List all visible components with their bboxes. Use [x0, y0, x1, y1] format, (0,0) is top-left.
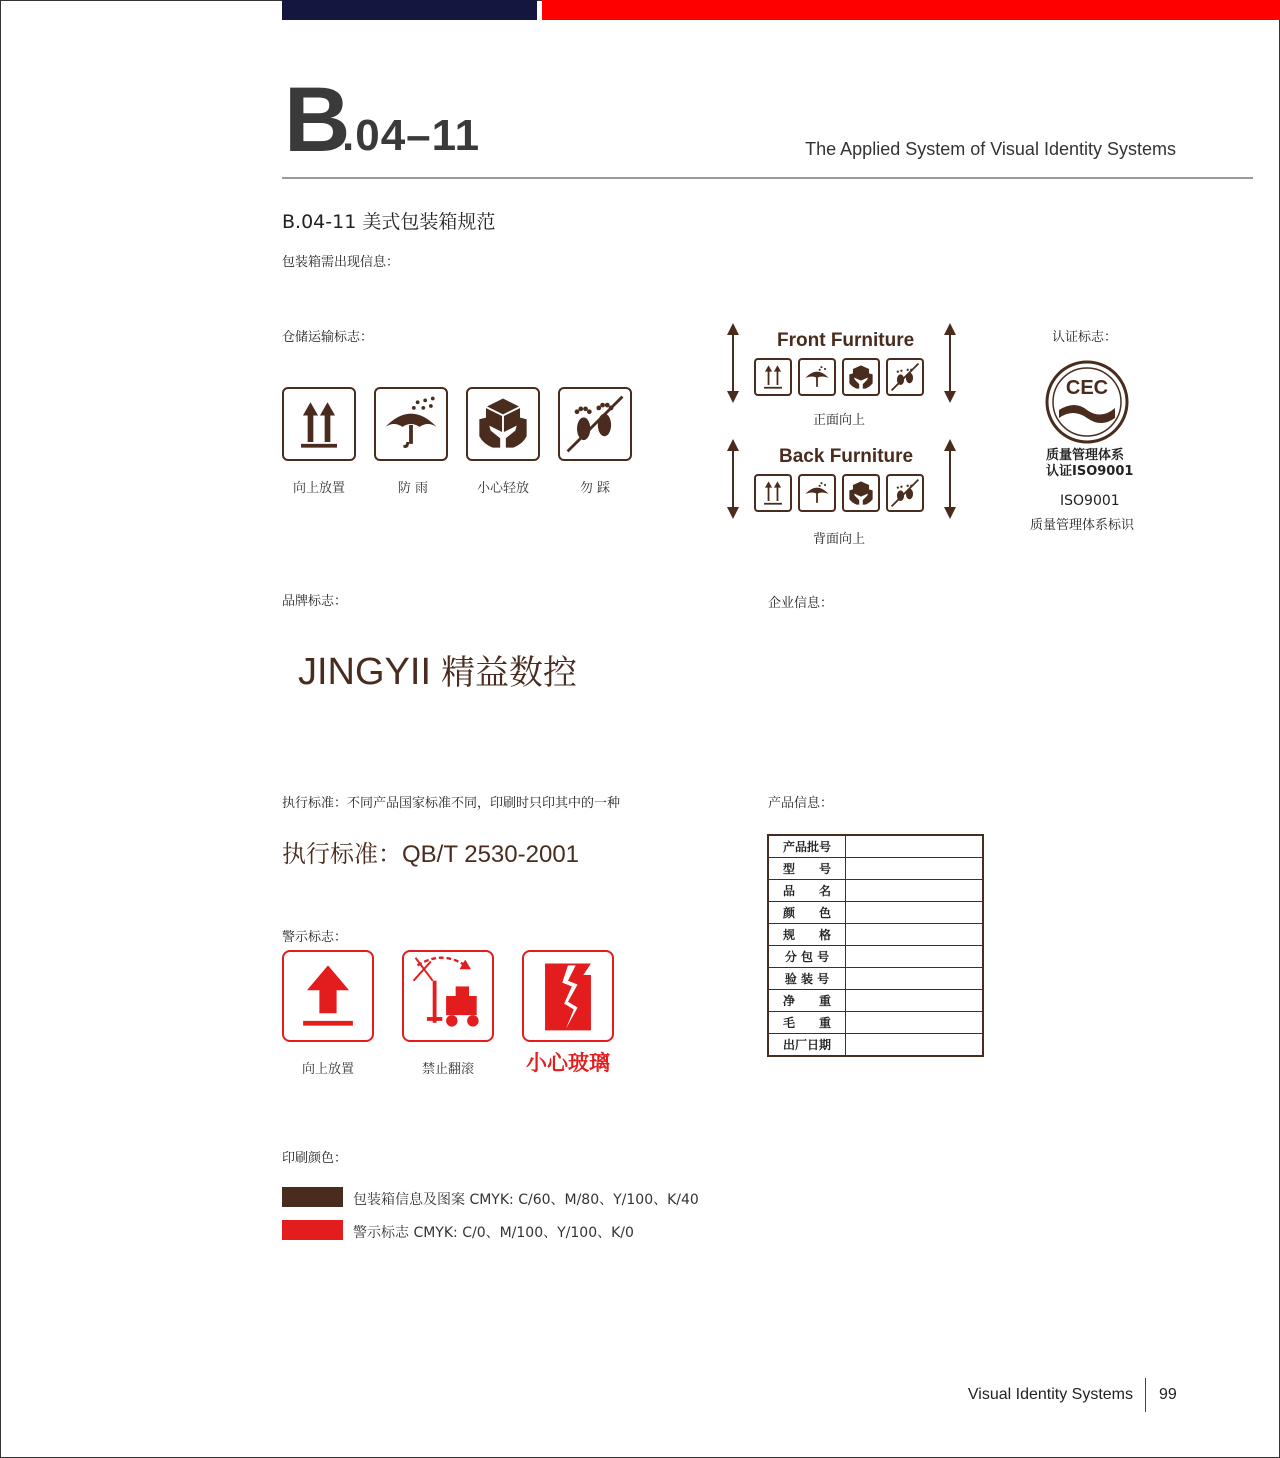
standard-value — [282, 834, 579, 869]
storage-caption-1: 向上放置 — [292, 481, 345, 496]
color-swatch-brown — [282, 1187, 343, 1207]
back-caption: 背面向上 — [813, 532, 866, 547]
up-arrow-icon — [282, 950, 374, 1042]
storage-label: 仓储运输标志： — [282, 330, 374, 345]
this-way-up-icon — [754, 358, 792, 396]
row-value — [846, 902, 984, 924]
cec-logo-text: CEC — [1065, 377, 1109, 399]
cec-cert-logo — [1045, 360, 1129, 444]
row-value — [846, 880, 984, 902]
header-divider — [282, 177, 1253, 179]
this-way-up-icon — [282, 387, 356, 461]
storage-caption-4: 勿 踩 — [579, 481, 611, 496]
standard-prefix: 执行标准： — [282, 840, 402, 868]
keep-dry-icon — [798, 358, 836, 396]
brand-label: 品牌标志： — [282, 594, 348, 609]
this-way-up-icon — [754, 474, 792, 512]
intro-label: 包装箱需出现信息： — [282, 255, 400, 270]
do-not-step-icon — [558, 387, 632, 461]
section-code-minor: .04–11 — [342, 111, 481, 160]
table-row — [768, 1012, 983, 1034]
do-not-step-icon — [886, 474, 924, 512]
back-left-arrow-icon — [726, 439, 740, 519]
row-value — [846, 968, 984, 990]
page-number: 99 — [1159, 1386, 1177, 1403]
back-right-arrow-icon — [943, 439, 957, 519]
warning-caption-2: 禁止翻滚 — [421, 1062, 474, 1077]
keep-dry-icon — [374, 387, 448, 461]
table-row — [768, 968, 983, 990]
row-key: 毛 重 — [768, 1012, 846, 1034]
storage-caption-2: 防 雨 — [397, 481, 429, 496]
do-not-step-icon — [886, 358, 924, 396]
table-row — [768, 880, 983, 902]
handle-with-care-icon — [842, 474, 880, 512]
cert-logo-line1: 质量管理体系 — [1046, 448, 1125, 463]
page-title: B.04-11 美式包装箱规范 — [282, 211, 496, 233]
brand-logo-cn: 精益数控 — [441, 653, 578, 693]
footer-divider — [1145, 1378, 1146, 1412]
keep-dry-icon — [798, 474, 836, 512]
row-value — [846, 990, 984, 1012]
front-furniture-title: Front Furniture — [777, 330, 915, 351]
header-subtitle: The Applied System of Visual Identity Systems — [805, 139, 1176, 159]
row-value — [846, 946, 984, 968]
table-row — [768, 902, 983, 924]
row-key: 品 名 — [768, 880, 846, 902]
header-bar-navy — [282, 0, 537, 20]
front-icon-row — [754, 358, 924, 396]
cert-label: 认证标志： — [1052, 330, 1118, 345]
table-row — [768, 990, 983, 1012]
handle-with-care-icon — [466, 387, 540, 461]
no-tipping-forklift-icon — [402, 950, 494, 1042]
row-key: 验 装 号 — [768, 968, 846, 990]
warning-caption-1: 向上放置 — [301, 1062, 354, 1077]
product-label: 产品信息： — [768, 796, 834, 811]
company-label: 企业信息： — [768, 596, 834, 611]
table-row — [768, 946, 983, 968]
fragile-glass-icon — [522, 950, 614, 1042]
section-code-major: B — [284, 69, 351, 171]
back-icon-row — [754, 474, 924, 512]
table-row — [768, 1034, 983, 1057]
product-info-table — [767, 834, 984, 1057]
back-furniture-title: Back Furniture — [779, 446, 914, 467]
row-key: 出厂日期 — [768, 1034, 846, 1057]
row-key: 净 重 — [768, 990, 846, 1012]
footer-title: Visual Identity Systems — [967, 1386, 1133, 1403]
table-row — [768, 835, 983, 858]
row-value — [846, 835, 984, 858]
colors-label: 印刷颜色： — [282, 1151, 348, 1166]
handle-with-care-icon — [842, 358, 880, 396]
color-swatch-red-label: 警示标志 CMYK: C/0、M/100、Y/100、K/0 — [353, 1225, 634, 1241]
front-left-arrow-icon — [726, 323, 740, 403]
row-value — [846, 924, 984, 946]
row-key: 颜 色 — [768, 902, 846, 924]
table-row — [768, 858, 983, 880]
color-swatch-brown-label: 包装箱信息及图案 CMYK: C/60、M/80、Y/100、K/40 — [353, 1192, 699, 1208]
row-value — [846, 1034, 984, 1057]
cert-caption-2: 质量管理体系标识 — [1030, 518, 1135, 533]
row-key: 型 号 — [768, 858, 846, 880]
row-value — [846, 858, 984, 880]
brand-logo-en: JINGYII — [298, 651, 432, 693]
row-key: 规 格 — [768, 924, 846, 946]
cert-logo-line2: 认证ISO9001 — [1046, 464, 1134, 479]
table-row — [768, 924, 983, 946]
warning-label: 警示标志： — [282, 930, 348, 945]
header-bar-red — [542, 0, 1280, 20]
storage-caption-3: 小心轻放 — [476, 481, 529, 496]
row-key: 产品批号 — [768, 835, 846, 858]
standard-label: 执行标准：不同产品国家标准不同，印刷时只印其中的一种 — [282, 796, 621, 811]
front-caption: 正面向上 — [813, 413, 866, 428]
cert-caption-1: ISO9001 — [1060, 493, 1120, 509]
row-value — [846, 1012, 984, 1034]
brand-logo — [298, 645, 577, 694]
color-swatch-red — [282, 1220, 343, 1240]
warning-caption-3: 小心玻璃 — [526, 1051, 610, 1075]
row-key: 分 包 号 — [768, 946, 846, 968]
front-right-arrow-icon — [943, 323, 957, 403]
standard-code: QB/T 2530-2001 — [402, 841, 580, 868]
